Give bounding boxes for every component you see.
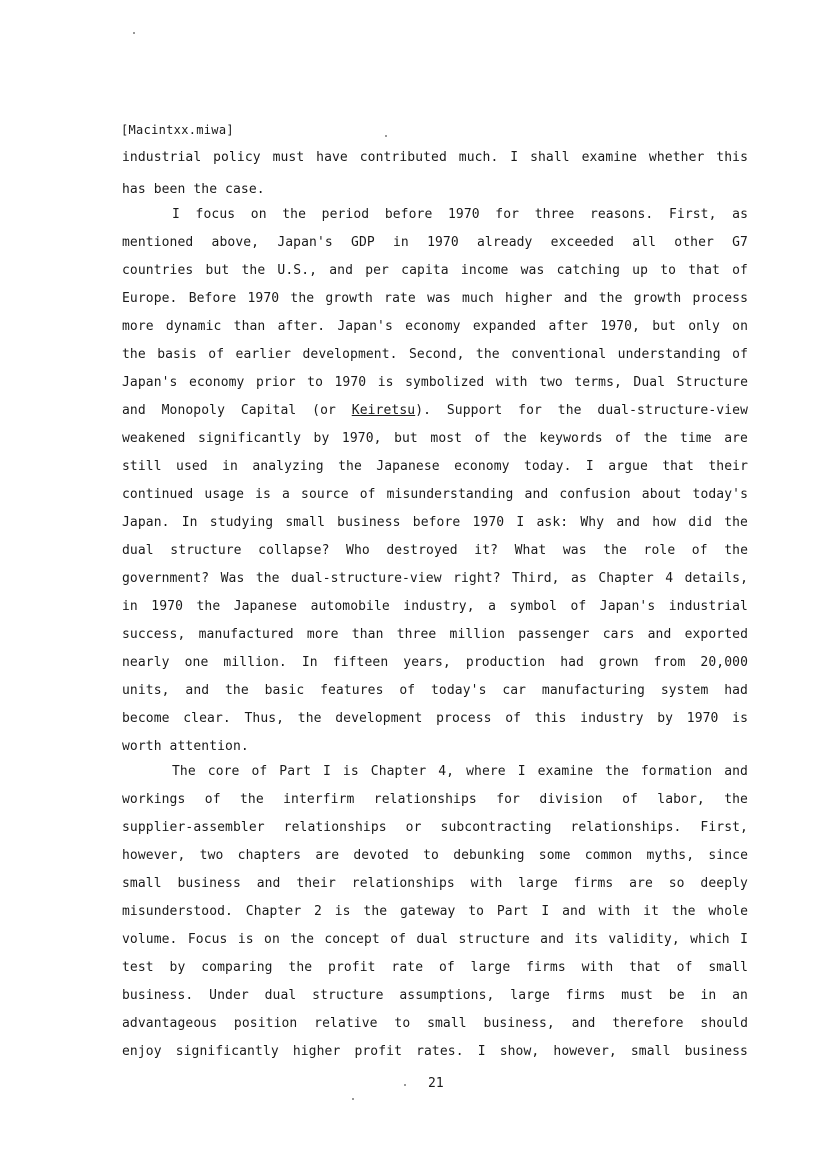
text-line: countries but the U.S., and per capita income was catching up to that of [122, 263, 748, 278]
text-line: continued usage is a source of misunderstanding and confusion about today's [122, 487, 748, 502]
text-line: government? Was the dual-structure-view right? Third, as Chapter 4 details, [122, 571, 748, 586]
text-line: has been the case. [122, 182, 265, 197]
text-line: mentioned above, Japan's GDP in 1970 already exceeded all other G7 [122, 235, 748, 250]
text-line: workings of the interfirm relationships for division of labor, the [122, 792, 748, 807]
page-number: 21 [428, 1076, 444, 1091]
text-line: weakened significantly by 1970, but most of the keywords of the time are [122, 431, 748, 446]
text-line: advantageous position relative to small business, and therefore should [122, 1016, 748, 1031]
text-line: still used in analyzing the Japanese economy today. I argue that their [122, 459, 748, 474]
text-line: more dynamic than after. Japan's economy expanded after 1970, but only on [122, 319, 748, 334]
text-line: test by comparing the profit rate of large firms with that of small [122, 960, 748, 975]
text-line: Japan's economy prior to 1970 is symbolized with two terms, Dual Structure [122, 375, 748, 390]
scan-speck [133, 32, 135, 34]
keiretsu-line-text: and Monopoly Capital (or Keiretsu). Support for the dual-structure-view [122, 403, 748, 418]
text-line: the basis of earlier development. Second, the conventional understanding of [122, 347, 748, 362]
text-line: small business and their relationships with large firms are so deeply [122, 876, 748, 891]
text-line: in 1970 the Japanese automobile industry, a symbol of Japan's industrial [122, 599, 748, 614]
scan-speck [352, 1098, 354, 1100]
text-line: The core of Part I is Chapter 4, where I examine the formation and [172, 764, 748, 779]
text-line: Japan. In studying small business before 1970 I ask: Why and how did the [122, 515, 748, 530]
text-line: worth attention. [122, 739, 249, 754]
text-line: Europe. Before 1970 the growth rate was much higher and the growth process [122, 291, 748, 306]
scan-speck [385, 135, 387, 137]
underlined-term: Keiretsu [351, 403, 416, 418]
text-line: volume. Focus is on the concept of dual structure and its validity, which I [122, 932, 748, 947]
text-line: dual structure collapse? Who destroyed it? What was the role of the [122, 543, 748, 558]
scan-speck [404, 1084, 406, 1086]
text-line: industrial policy must have contributed much. I shall examine whether this [122, 150, 748, 165]
text-line: units, and the basic features of today's car manufacturing system had [122, 683, 748, 698]
text-line: success, manufactured more than three million passenger cars and exported [122, 627, 748, 642]
text-line: enjoy significantly higher profit rates. I show, however, small business [122, 1044, 748, 1059]
text-line: nearly one million. In fifteen years, production had grown from 20,000 [122, 655, 748, 670]
text-line: become clear. Thus, the development process of this industry by 1970 is [122, 711, 748, 726]
text-line: misunderstood. Chapter 2 is the gateway to Part I and with it the whole [122, 904, 748, 919]
text-line-keiretsu [122, 402, 748, 420]
text-line: however, two chapters are devoted to debunking some common myths, since [122, 848, 748, 863]
text-line: supplier-assembler relationships or subcontracting relationships. First, [122, 820, 748, 835]
text-line: business. Under dual structure assumptions, large firms must be in an [122, 988, 748, 1003]
file-header: [Macintxx.miwa] [121, 123, 234, 137]
text-line: I focus on the period before 1970 for three reasons. First, as [172, 207, 748, 222]
